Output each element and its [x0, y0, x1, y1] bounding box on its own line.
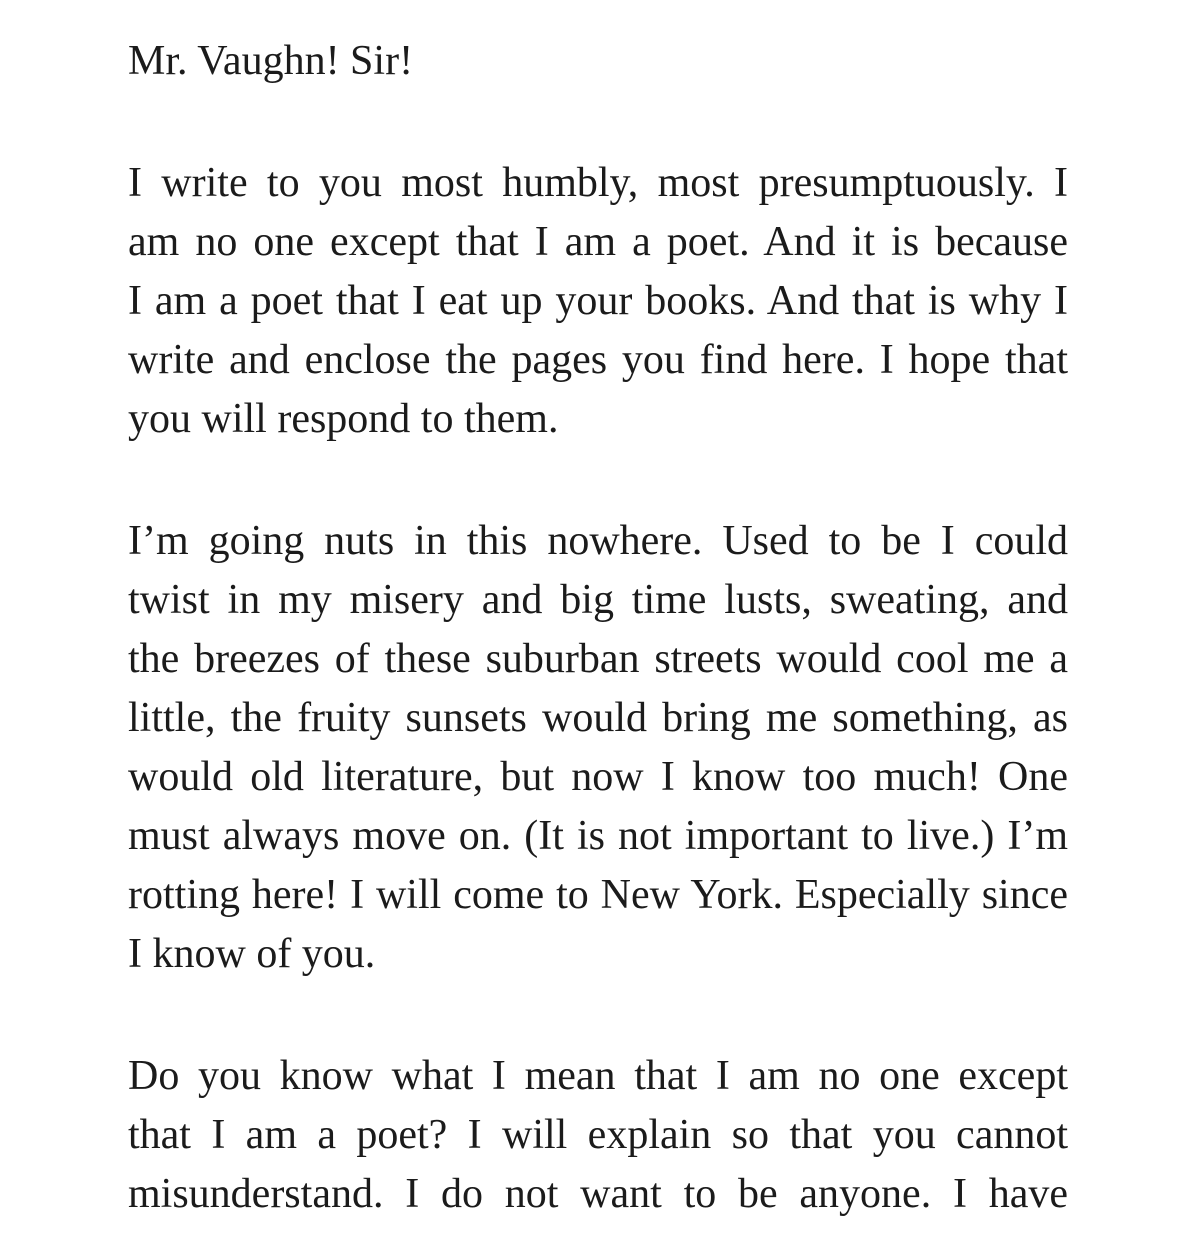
- paragraph-3-line: misunderstand. I do not want to be anyone. I have: [128, 1171, 1068, 1217]
- paragraph-2-line: little, the fruity sunsets would bring me something, as: [128, 695, 1068, 741]
- paragraph-3: [128, 1047, 1068, 1224]
- paragraph-2-line: the breezes of these suburban streets would cool me a: [128, 636, 1068, 682]
- paragraph-3-line: that I am a poet? I will explain so that you cannot: [128, 1112, 1068, 1158]
- paragraph-2-line: must always move on. (It is not important to live.) I’m: [128, 813, 1068, 859]
- paragraph-2: [128, 512, 1068, 984]
- paragraph-2-line: twist in my misery and big time lusts, sweating, and: [128, 577, 1068, 623]
- paragraph-2-line: would old literature, but now I know too much! One: [128, 754, 1068, 800]
- paragraph-2-line: I know of you.: [128, 931, 376, 977]
- paragraph-1-line: I am a poet that I eat up your books. And that is why I: [128, 278, 1068, 324]
- paragraph-2-line: I’m going nuts in this nowhere. Used to be I could: [128, 518, 1068, 564]
- paragraph-1-line: am no one except that I am a poet. And it is because: [128, 219, 1068, 265]
- paragraph-3-line: Do you know what I mean that I am no one except: [128, 1053, 1068, 1099]
- paragraph-1-line: write and enclose the pages you find here. I hope that: [128, 337, 1068, 383]
- salutation-text: Mr. Vaughn! Sir!: [128, 38, 414, 84]
- paragraph-1-line: you will respond to them.: [128, 396, 559, 442]
- paragraph-2-line: rotting here! I will come to New York. Especially since: [128, 872, 1068, 918]
- paragraph-1-line: I write to you most humbly, most presumptuously. I: [128, 160, 1068, 206]
- salutation: [128, 32, 1068, 91]
- paragraph-1: [128, 154, 1068, 449]
